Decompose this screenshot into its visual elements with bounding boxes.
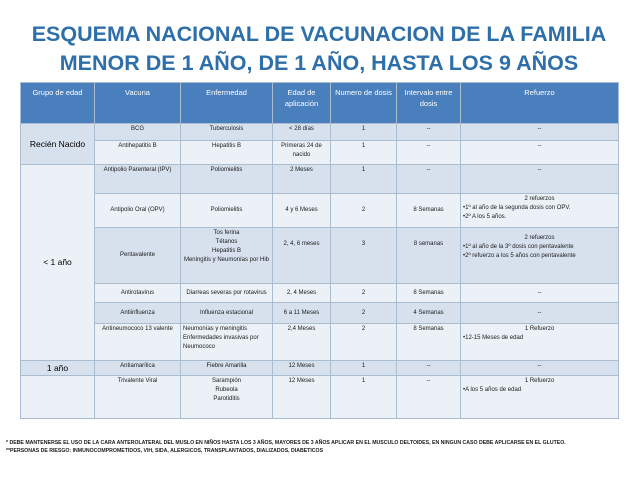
vaccination-table xyxy=(20,82,619,419)
cell-edad: 2 Meses xyxy=(273,165,331,194)
cell-edad: 4 y 6 Meses xyxy=(273,194,331,228)
table-header-row xyxy=(21,83,619,124)
cell-vacuna: Antipolio Parenteral (IPV) xyxy=(95,165,181,194)
cell-enfermedad: Tuberculosis xyxy=(181,124,273,141)
cell-enfermedad xyxy=(181,376,273,419)
cell-enfermedad xyxy=(181,228,273,284)
header-grupo: Grupo de edad xyxy=(21,83,95,124)
table-row xyxy=(21,165,619,194)
cell-vacuna: Antiamarílica xyxy=(95,361,181,376)
refuerzo-item: • 1º al año de la segunda dosis con OPV. xyxy=(463,204,616,213)
table-row xyxy=(21,284,619,303)
table-row xyxy=(21,376,619,419)
cell-intervalo: 8 Semanas xyxy=(397,194,461,228)
cell-enfermedad: Fiebre Amarilla xyxy=(181,361,273,376)
cell-edad: 12 Meses xyxy=(273,361,331,376)
title-line-1: ESQUEMA NACIONAL DE VACUNACION DE LA FAMILIA xyxy=(31,22,607,46)
cell-edad: 2, 4 Meses xyxy=(273,284,331,303)
refuerzo-heading: 2 refuerzos xyxy=(524,235,555,241)
cell-dosis: 2 xyxy=(331,324,397,361)
group-menor-1-ano: < 1 año xyxy=(21,165,95,361)
table-row xyxy=(21,303,619,324)
cell-intervalo: -- xyxy=(397,361,461,376)
cell-dosis: 2 xyxy=(331,303,397,324)
refuerzo-list xyxy=(463,204,616,222)
cell-dosis: 2 xyxy=(331,194,397,228)
refuerzo-heading: 2 refuerzos xyxy=(524,196,555,202)
refuerzo-list xyxy=(463,386,616,395)
cell-dosis: 1 xyxy=(331,165,397,194)
enfermedad-line: Tétanos xyxy=(215,239,238,245)
cell-refuerzo: -- xyxy=(461,303,619,324)
cell-edad: 12 Meses xyxy=(273,376,331,419)
footnote: * DEBE MANTENERSE EL USO DE LA CARA ANTEROLATERAL DEL MUSLO EN NIÑOS HASTA LOS 3 AÑOS, MAYORES DE 3 AÑOS APLICAR EN EL MUSCULO DELTOIDES, EN NINGUN CASO DEBE APLICARSE EN EL GLUTEO. xyxy=(6,440,566,446)
header-edad: Edad de aplicación xyxy=(273,83,331,124)
cell-edad: < 28 días xyxy=(273,124,331,141)
group-empty xyxy=(21,376,95,419)
cell-refuerzo: -- xyxy=(461,141,619,165)
refuerzo-item: • 1º al año de la 3º dosis con pentavalente xyxy=(463,243,616,252)
header-enfermedad: Enfermedad xyxy=(181,83,273,124)
table-row xyxy=(21,124,619,141)
cell-refuerzo xyxy=(461,194,619,228)
cell-dosis: 2 xyxy=(331,284,397,303)
enfermedad-line: Tos ferina xyxy=(213,230,240,236)
refuerzo-list xyxy=(463,243,616,261)
cell-dosis: 1 xyxy=(331,376,397,419)
enfermedad-line: Sarampión xyxy=(211,378,241,384)
enfermedad-line: Meningitis y Neumonías por Hib xyxy=(183,257,270,263)
cell-refuerzo xyxy=(461,228,619,284)
cell-vacuna: Trivalente Viral xyxy=(95,376,181,419)
enfermedad-line: Parotiditis xyxy=(213,396,240,402)
cell-vacuna: Antineumococo 13 valente xyxy=(95,324,181,361)
cell-intervalo: 8 semanas xyxy=(397,228,461,284)
cell-refuerzo: -- xyxy=(461,165,619,194)
table-row xyxy=(21,361,619,376)
cell-enfermedad: Poliomielitis xyxy=(181,165,273,194)
title-line-2: MENOR DE 1 AÑO, DE 1 AÑO, HASTA LOS 9 AÑOS xyxy=(59,51,579,75)
cell-intervalo: 8 Semanas xyxy=(397,324,461,361)
cell-edad: 6 a 11 Meses xyxy=(273,303,331,324)
page-title xyxy=(0,20,638,78)
table-row xyxy=(21,324,619,361)
cell-refuerzo: -- xyxy=(461,361,619,376)
cell-enfermedad: Hepatitis B xyxy=(181,141,273,165)
cell-enfermedad: Poliomielitis xyxy=(181,194,273,228)
cell-enfermedad: Neumonías y meningitis Enfermedades invasivas por Neumococo xyxy=(181,324,273,361)
cell-dosis: 1 xyxy=(331,361,397,376)
cell-vacuna: Antipolio Oral (OPV) xyxy=(95,194,181,228)
enfermedad-line: Hepatitis B xyxy=(211,248,241,254)
cell-refuerzo: -- xyxy=(461,124,619,141)
refuerzo-item: • A los 5 años de edad xyxy=(463,386,616,395)
cell-intervalo: -- xyxy=(397,141,461,165)
cell-intervalo: -- xyxy=(397,376,461,419)
cell-enfermedad: Diarreas severas por rotavirus xyxy=(181,284,273,303)
table-row xyxy=(21,228,619,284)
refuerzo-item: • 2º refuerzo a los 5 años con pentavalente xyxy=(463,252,616,261)
cell-vacuna: Pentavalente xyxy=(95,228,181,284)
refuerzo-heading: 1 Refuerzo xyxy=(524,326,555,332)
cell-intervalo: 4 Semanas xyxy=(397,303,461,324)
cell-intervalo: -- xyxy=(397,124,461,141)
cell-vacuna: BCG xyxy=(95,124,181,141)
cell-edad: 2,4 Meses xyxy=(273,324,331,361)
header-vacuna: Vacuna xyxy=(95,83,181,124)
header-intervalo: Intervalo entre dosis xyxy=(397,83,461,124)
footnote: **PERSONAS DE RIESGO: INMUNOCOMPROMETIDOS, VIH, SIDA, ALERGICOS, TRANSPLANTADOS, DIALIZADOS, DIABETICOS xyxy=(6,448,324,454)
cell-intervalo: -- xyxy=(397,165,461,194)
group-1-ano: 1 año xyxy=(21,361,95,376)
cell-vacuna: Antihepatitis B xyxy=(95,141,181,165)
group-recien-nacido: Recién Nacido xyxy=(21,124,95,165)
refuerzo-list xyxy=(463,334,616,343)
enfermedad-line: Rubeola xyxy=(215,387,238,393)
table-row xyxy=(21,194,619,228)
cell-enfermedad: Influenza estacional xyxy=(181,303,273,324)
cell-dosis: 3 xyxy=(331,228,397,284)
header-dosis: Numero de dosis xyxy=(331,83,397,124)
cell-intervalo: 8 Semanas xyxy=(397,284,461,303)
cell-refuerzo xyxy=(461,376,619,419)
header-refuerzo: Refuerzo xyxy=(461,83,619,124)
cell-edad: 2, 4, 6 meses xyxy=(273,228,331,284)
cell-refuerzo xyxy=(461,324,619,361)
refuerzo-item: • 12-15 Meses de edad xyxy=(463,334,616,343)
cell-edad: Primeras 24 de nacido xyxy=(273,141,331,165)
refuerzo-heading: 1 Refuerzo xyxy=(524,378,555,384)
cell-dosis: 1 xyxy=(331,124,397,141)
cell-dosis: 1 xyxy=(331,141,397,165)
footnotes xyxy=(6,439,632,455)
refuerzo-item: • 2º A los 5 años. xyxy=(463,213,616,222)
cell-vacuna: Antiinfluenza xyxy=(95,303,181,324)
table-row xyxy=(21,141,619,165)
cell-refuerzo: -- xyxy=(461,284,619,303)
cell-vacuna: Antirotavirus xyxy=(95,284,181,303)
